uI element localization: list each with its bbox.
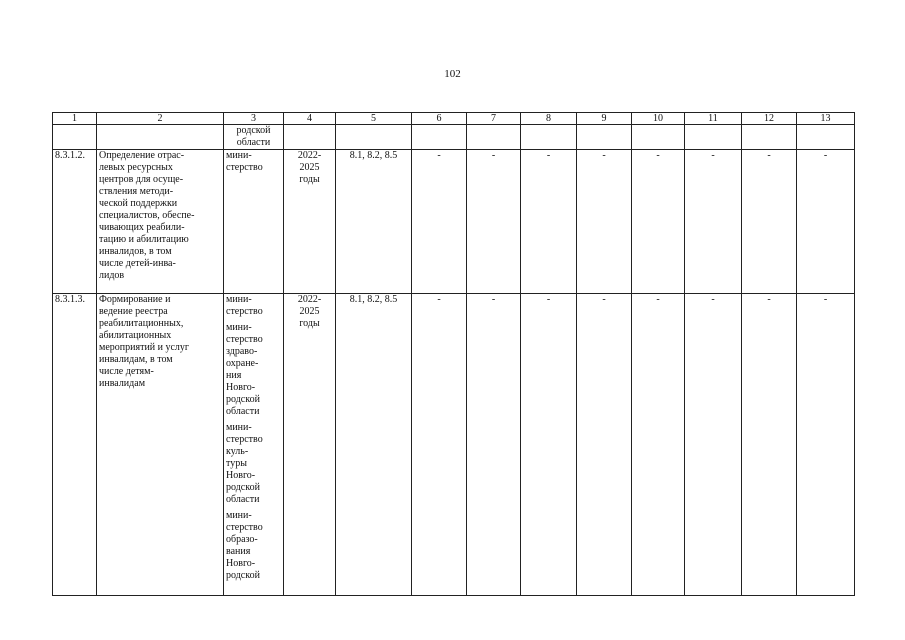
column-number-9: 9 [577,113,632,125]
value-cell: - [521,294,577,596]
continuation-cell [412,125,467,150]
value-cell: - [521,150,577,294]
column-number-13: 13 [797,113,855,125]
measure-name: Определение отрас- левых ресурсных центров для осуще- ствления методи- ческой поддержки специалистов, обеспе- чивающих реабили- тацию и абилитацию инвалидов, в том числе детей-инва- лидов [97,150,224,294]
column-number-3: 3 [224,113,284,125]
executor-name: мини- стерство куль- туры Новго- родской области [226,422,263,505]
value-cell: - [632,150,685,294]
value-cell: - [577,294,632,596]
continuation-cell [284,125,336,150]
target-indicators: 8.1, 8.2, 8.5 [336,150,412,294]
value-cell: - [577,150,632,294]
executor-name: мини- стерство образо- вания Новго- родской [226,510,263,581]
continuation-cell [742,125,797,150]
period: 2022- 2025 годы [284,150,336,294]
period: 2022- 2025 годы [284,294,336,596]
continuation-cell [685,125,742,150]
measure-name: Формирование и ведение реестра реабилитационных, абилитационных мероприятий и услуг инвалидам, в том числе детям- инвалидам [97,294,224,596]
value-cell: - [685,150,742,294]
value-cell: - [797,294,855,596]
column-number-1: 1 [53,113,97,125]
table-row [53,294,855,596]
continuation-cell [336,125,412,150]
value-cell: - [467,150,521,294]
value-cell: - [797,150,855,294]
executor [224,150,284,294]
continuation-cell [53,125,97,150]
continuation-row [53,125,855,150]
continuation-cell [632,125,685,150]
value-cell: - [412,294,467,596]
executor-name: мини- стерство [226,294,263,317]
executor [224,294,284,596]
continuation-cell [577,125,632,150]
target-indicators: 8.1, 8.2, 8.5 [336,294,412,596]
page-number: 102 [444,68,461,80]
continuation-cell [467,125,521,150]
measure-number: 8.3.1.3. [53,294,97,596]
value-cell: - [742,294,797,596]
column-number-12: 12 [742,113,797,125]
column-number-10: 10 [632,113,685,125]
value-cell: - [742,150,797,294]
table-row [53,150,855,294]
continuation-cell [797,125,855,150]
column-number-11: 11 [685,113,742,125]
value-cell: - [685,294,742,596]
column-number-4: 4 [284,113,336,125]
measure-number: 8.3.1.2. [53,150,97,294]
column-number-6: 6 [412,113,467,125]
column-number-7: 7 [467,113,521,125]
column-number-row [53,113,855,125]
column-number-2: 2 [97,113,224,125]
value-cell: - [632,294,685,596]
continuation-cell [97,125,224,150]
continuation-cell [521,125,577,150]
measures-table [52,112,855,596]
executor-name: мини- стерство здраво- охране- ния Новго- родской области [226,322,263,417]
executor-name: мини- стерство [226,150,263,173]
column-number-5: 5 [336,113,412,125]
continuation-cell: родской области [224,125,284,150]
column-number-8: 8 [521,113,577,125]
value-cell: - [412,150,467,294]
value-cell: - [467,294,521,596]
